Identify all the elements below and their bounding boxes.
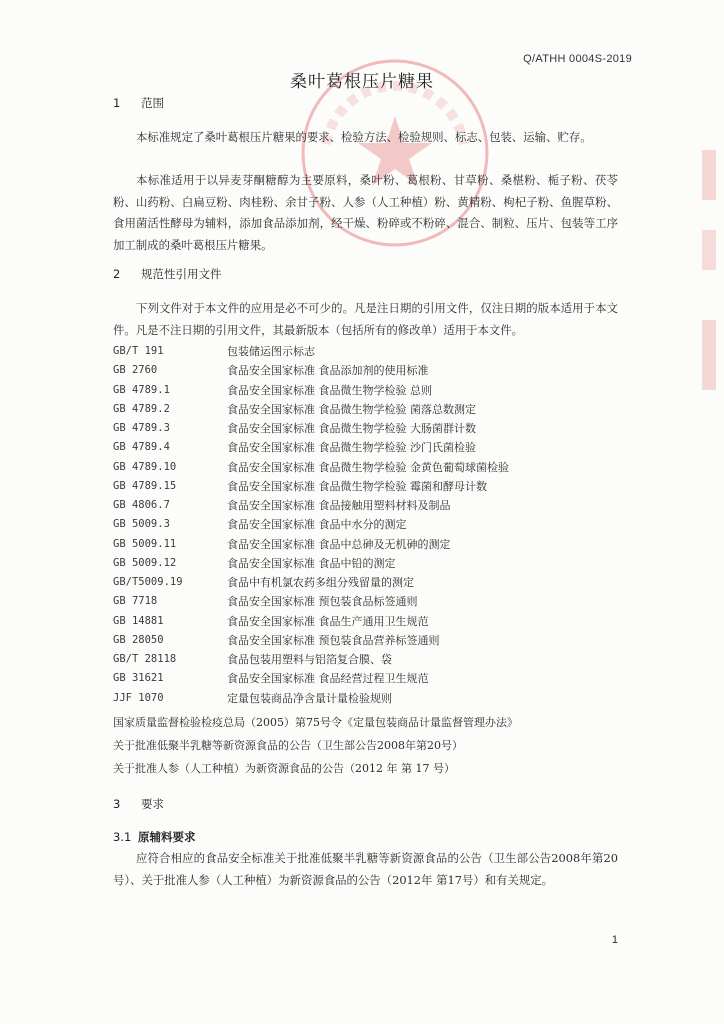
section-heading-scope	[113, 95, 164, 111]
reference-title: 食品安全国家标准 食品微生物学检验 沙门氏菌检验	[227, 441, 476, 455]
reference-title: 食品安全国家标准 食品微生物学检验 大肠菌群计数	[227, 422, 476, 435]
section-title: 规范性引用文件	[141, 267, 222, 281]
reference-code: GB 7718	[113, 595, 158, 608]
reference-title: 食品安全国家标准 食品添加剂的使用标准	[227, 364, 429, 378]
reference-code: GB 4789.10	[113, 460, 177, 473]
reference-extra-3: 关于批准人参（人工种植）为新资源食品的公告（2012 年 第 17 号）	[113, 762, 455, 775]
reference-code: GB 4789.2	[113, 402, 170, 415]
reference-title: 食品中有机氯农药多组分残留量的测定	[227, 576, 414, 589]
scope-paragraph-1: 本标准规定了桑叶葛根压片糖果的要求、检验方法、检验规则、标志、包装、运输、贮存。	[136, 130, 592, 144]
reference-code: GB 5009.11	[113, 537, 177, 550]
reference-title: 食品安全国家标准 食品中水分的测定	[227, 518, 407, 532]
reference-code: GB 28050	[113, 633, 164, 646]
reference-extra-1: 国家质量监督检验检疫总局（2005）第75号令《定量包装商品计量监督管理办法》	[113, 716, 518, 729]
reference-code: GB 2760	[113, 364, 158, 377]
subsection-title: 原辅料要求	[138, 830, 196, 844]
reference-title: 食品安全国家标准 食品微生物学检验 菌落总数测定	[227, 402, 476, 416]
section-title: 范围	[141, 96, 164, 110]
normative-intro: 下列文件对于本文件的应用是必不可少的。凡是注日期的引用文件，仅注日期的版本适用于本文件。凡是不注日期的引用文件，其最新版本（包括所有的修改单）适用于本文件。	[113, 301, 618, 337]
reference-title: 食品安全国家标准 食品接触用塑料材料及制品	[227, 499, 451, 512]
reference-title: 食品安全国家标准 预包装食品营养标签通则	[227, 633, 440, 647]
document-title: 桑叶葛根压片糖果	[290, 72, 434, 92]
standard-code: Q/ATHH 0004S-2019	[523, 53, 632, 65]
reference-code: GB 4806.7	[113, 499, 170, 511]
reference-code: JJF 1070	[113, 691, 164, 704]
reference-title: 食品安全国家标准 食品微生物学检验 霉菌和酵母计数	[227, 479, 487, 493]
reference-code: GB 4789.3	[113, 422, 170, 434]
subsection-heading-raw-materials	[113, 829, 196, 845]
reference-title: 食品安全国家标准 食品微生物学检验 金黄色葡萄球菌检验	[227, 460, 509, 474]
edge-seal-fragment	[694, 150, 720, 420]
reference-title: 食品安全国家标准 食品经营过程卫生规范	[227, 672, 429, 686]
reference-code: GB 5009.12	[113, 556, 177, 569]
subsection-number: 3.1	[113, 830, 132, 844]
reference-code: GB 14881	[113, 614, 164, 627]
section-heading-normative	[113, 266, 222, 282]
section-number: 3	[113, 797, 121, 811]
reference-title: 包装储运图示标志	[227, 345, 315, 358]
reference-code: GB 4789.4	[113, 441, 170, 454]
reference-title: 食品安全国家标准 预包装食品标签通则	[227, 595, 418, 609]
reference-title: 食品安全国家标准 食品微生物学检验 总则	[227, 383, 432, 397]
section-number: 1	[113, 96, 121, 110]
reference-title: 食品安全国家标准 食品生产通用卫生规范	[227, 614, 429, 628]
reference-code: GB 4789.15	[113, 479, 177, 492]
reference-code: GB/T5009.19	[113, 576, 183, 588]
page-number: 1	[611, 934, 618, 946]
reference-title: 食品安全国家标准 食品中铅的测定	[227, 556, 396, 570]
reference-title: 定量包装商品净含量计量检验规则	[227, 691, 392, 705]
scope-paragraph-2: 本标准适用于以异麦芽酮糖醇为主要原料，桑叶粉、葛根粉、甘草粉、桑椹粉、栀子粉、茯苓粉、山药粉、白扁豆粉、肉桂粉、余甘子粉、人参（人工种植）粉、黄精粉、枸杞子粉、鱼腥草粉、食用菌活性酵母为辅料，添加食品添加剂，经干燥、粉碎或不粉碎、混合、制粒、压片、包装等工序加工制成的桑叶葛根压片糖果。	[113, 173, 618, 252]
reference-title: 食品安全国家标准 食品中总砷及无机砷的测定	[227, 537, 451, 551]
reference-code: GB/T 191	[113, 345, 164, 357]
section-number: 2	[113, 267, 121, 281]
reference-title: 食品包装用塑料与铝箔复合膜、袋	[227, 653, 392, 666]
reference-code: GB 31621	[113, 672, 164, 685]
reference-code: GB 4789.1	[113, 383, 170, 396]
reference-extra-2: 关于批准低聚半乳糖等新资源食品的公告（卫生部公告2008年第20号）	[113, 739, 463, 752]
section-title: 要求	[141, 797, 164, 811]
section-heading-requirements	[113, 796, 164, 812]
raw-materials-paragraph: 应符合相应的食品安全标准关于批准低聚半乳糖等新资源食品的公告（卫生部公告2008年第20号）、关于批准人参（人工种植）为新资源食品的公告（2012年 第17号）和有关规定。	[113, 851, 618, 887]
reference-code: GB/T 28118	[113, 653, 177, 665]
reference-code: GB 5009.3	[113, 518, 170, 531]
